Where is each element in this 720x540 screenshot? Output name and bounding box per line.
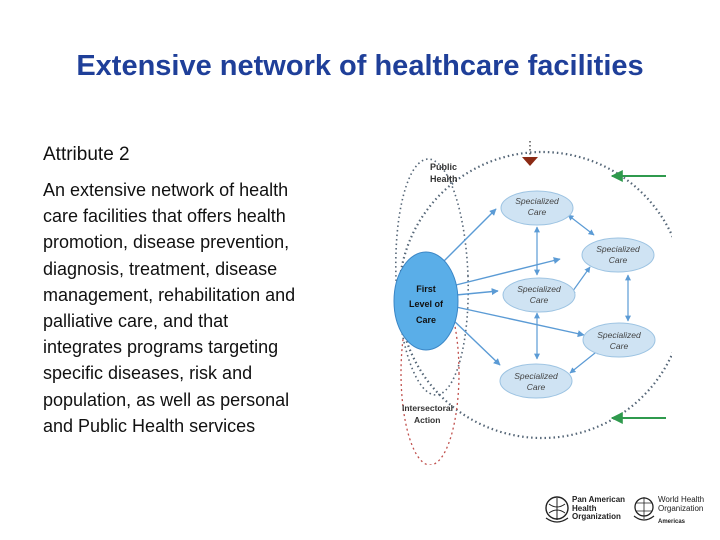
who-logo-line: World Health bbox=[658, 495, 705, 504]
specialized-care-node bbox=[501, 191, 573, 225]
who-logo-line: Organization bbox=[658, 503, 704, 513]
attribute-description bbox=[43, 177, 343, 439]
specialized-care-label: Specialized bbox=[596, 244, 640, 254]
public-health-label: Health bbox=[430, 174, 458, 184]
specialized-care-label: Care bbox=[608, 255, 628, 265]
first-level-label: First bbox=[416, 284, 436, 294]
description-line: specific diseases, risk and bbox=[43, 363, 253, 384]
red-arrow-icon bbox=[522, 157, 538, 166]
specialized-care-label: Specialized bbox=[515, 196, 559, 206]
description-line: and Public Health services bbox=[43, 415, 256, 436]
public-health-label: Public bbox=[430, 162, 458, 172]
paho-logo-line: Health bbox=[572, 503, 597, 513]
who-americas-label: Americas bbox=[658, 519, 686, 525]
paho-logo-line: Organization bbox=[572, 512, 621, 521]
blue-arrow-icon bbox=[456, 291, 498, 295]
description-line: management, rehabilitation and bbox=[43, 284, 296, 305]
description-line: diagnosis, treatment, disease bbox=[43, 258, 278, 279]
specialized-care-label: Specialized bbox=[597, 330, 641, 340]
specialized-care-label: Specialized bbox=[517, 284, 561, 294]
attribute-heading: Attribute 2 bbox=[43, 144, 130, 165]
first-level-label: Care bbox=[415, 315, 437, 325]
specialized-care-label: Specialized bbox=[514, 371, 558, 381]
health-network-diagram bbox=[390, 135, 672, 465]
intersectoral-action-label: Intersectoral bbox=[402, 403, 454, 413]
slide-title: Extensive network of healthcare facilities bbox=[76, 50, 644, 82]
paho-logo-line: Pan American bbox=[572, 495, 626, 504]
who-logo-text bbox=[658, 496, 704, 513]
specialized-care-node bbox=[500, 364, 572, 398]
blue-arrow-icon bbox=[568, 215, 594, 235]
description-line: palliative care, and that bbox=[43, 311, 229, 332]
specialized-care-node bbox=[582, 238, 654, 272]
description-line: promotion, disease prevention, bbox=[43, 232, 290, 253]
description-line: An extensive network of health bbox=[43, 180, 289, 200]
organization-logos bbox=[540, 490, 720, 530]
intersectoral-action-label: Action bbox=[414, 415, 441, 425]
blue-arrow-icon bbox=[456, 307, 584, 335]
who-emblem-icon bbox=[632, 494, 656, 522]
description-line: population, as well as personal bbox=[43, 389, 290, 410]
paho-emblem-icon bbox=[544, 494, 570, 524]
specialized-care-label: Care bbox=[526, 382, 546, 392]
specialized-care-label: Care bbox=[609, 341, 629, 351]
description-line: care facilities that offers health bbox=[43, 206, 286, 227]
paho-logo-text bbox=[572, 496, 625, 522]
specialized-care-node bbox=[503, 278, 575, 312]
specialized-care-label: Care bbox=[529, 295, 549, 305]
first-level-label: Level of bbox=[408, 299, 444, 309]
description-line: integrates programs targeting bbox=[43, 337, 279, 358]
specialized-care-node bbox=[583, 323, 655, 357]
blue-arrow-icon bbox=[450, 317, 500, 365]
specialized-care-label: Care bbox=[527, 207, 547, 217]
